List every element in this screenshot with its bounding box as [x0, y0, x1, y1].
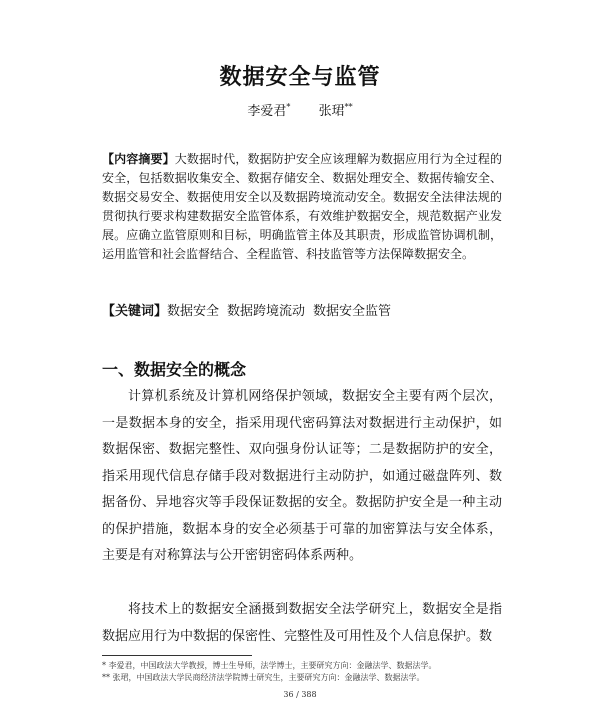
section-heading: 一、数据安全的概念	[102, 360, 247, 379]
abstract-label: 【内容摘要】	[102, 152, 175, 166]
author-1-name: 李爱君	[247, 104, 287, 119]
keyword-2: 数据跨境流动	[227, 304, 306, 319]
author-1	[247, 104, 290, 119]
body-paragraph-1: 计算机系统及计算机网络保护领域，数据安全主要有两个层次，一是数据本身的安全，指采用现代密码算法对数据进行主动保护，如数据保密、数据完整性、双向强身份认证等；二是数据防护的安全，指采用现代信息存储手段对数据进行主动防护，如通过磁盘阵列、数据备份、异地容灾等手段保证数据的安全。数据防护安全是一种主动的保护措施，数据本身的安全必须基于可靠的加密算法与安全体系，主要是有对称算法与公开密钥密码体系两种。	[102, 389, 502, 563]
footnotes	[102, 660, 542, 684]
keywords	[102, 300, 522, 319]
abstract-text: 大数据时代，数据防护安全应该理解为数据应用行为全过程的安全，包括数据收集安全、数据存储安全、数据处理安全、数据传输安全、数据交易安全、数据使用安全以及数据跨境流动安全。数据安全法律法规的贯彻执行要求构建数据安全监管体系，有效维护数据安全，规范数据产业发展。应确立监管原则和目标，明确监管主体及其职责，形成监管协调机制，运用监管和社会监督结合、全程监管、科技监管等方法保障数据安全。	[102, 152, 502, 261]
keyword-1: 数据安全	[167, 304, 220, 319]
footnote-1: * 李爱君，中国政法大学教授，博士生导师，法学博士，主要研究方向：金融法学、数据法学。	[102, 661, 437, 670]
body-paragraph-2: 将技术上的数据安全涵摄到数据安全法学研究上，数据安全是指数据应用行为中数据的保密性、完整性及可用性及个人信息保护。数	[102, 602, 502, 644]
paper-title: 数据安全与监管	[219, 65, 381, 90]
author-line	[0, 100, 600, 119]
author-2-name: 张珺	[318, 104, 345, 119]
page-number: 36 / 388	[283, 690, 317, 699]
footnote-divider	[102, 655, 252, 656]
author-2	[319, 104, 353, 119]
abstract	[102, 150, 502, 264]
author-1-mark: *	[286, 102, 291, 112]
footnote-2: ** 张珺，中国政法大学民商经济法学院博士研究生，主要研究方向：金融法学、数据法学。	[102, 673, 425, 682]
keyword-3: 数据安全监管	[313, 304, 392, 319]
author-2-mark: **	[344, 102, 353, 112]
keywords-label: 【关键词】	[102, 304, 168, 319]
